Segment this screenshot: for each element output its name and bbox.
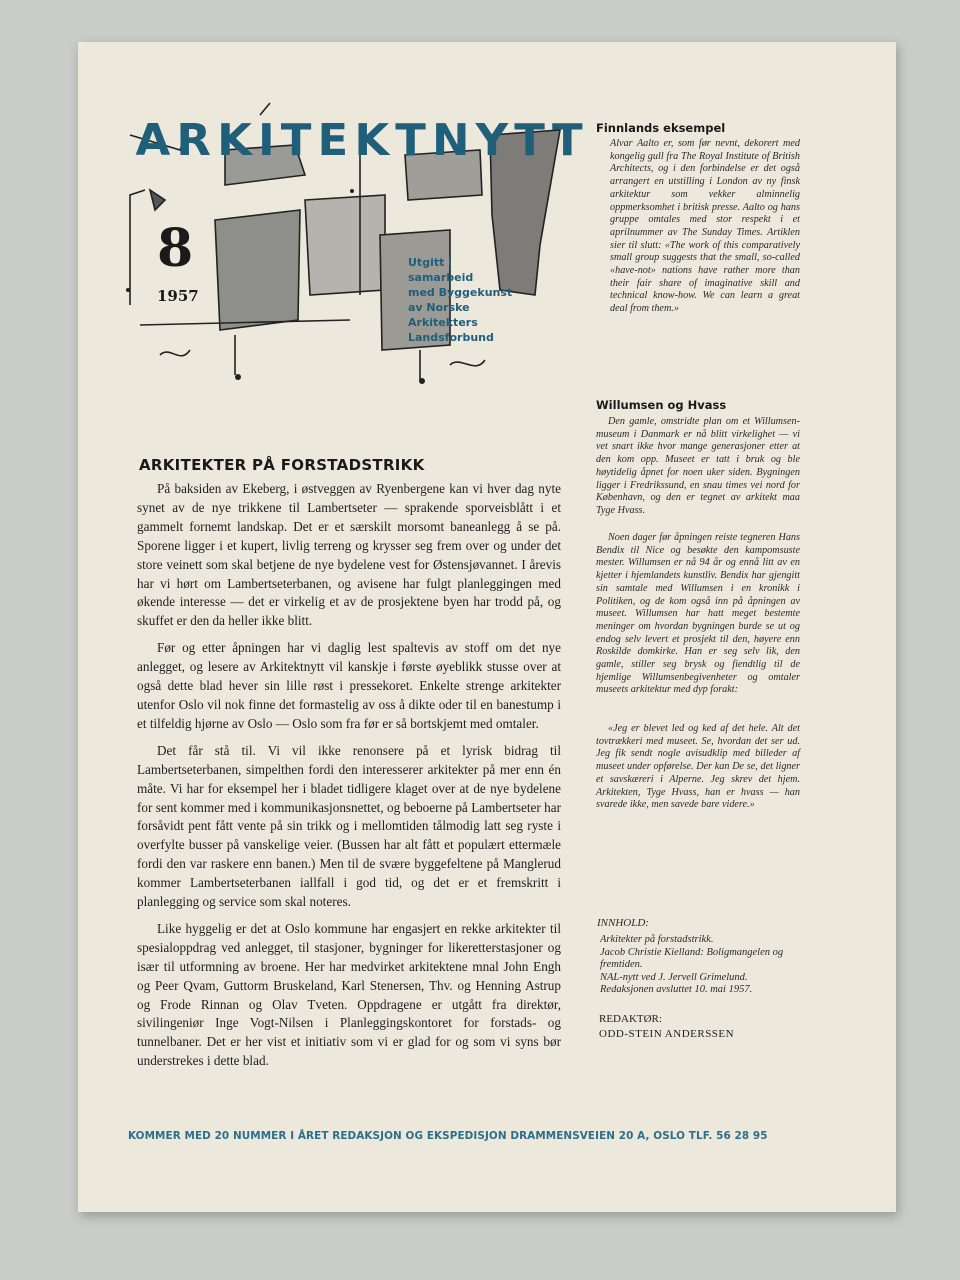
publisher-line: med Byggekunst	[408, 286, 513, 299]
finnland-text: Alvar Aalto er, som før nevnt, dekorert med kongelig gull fra The Royal Institute of British Architects, og i den forbindelse er det også arrangert en utstilling i London av ny finsk arkitektur som vekker alminnelig oppmerksomhet i britisk presse. Aalto og hans gruppe omtales med stor respekt i et aprilnummer av The Sunday Times. Artiklen sier til slutt: «The work of this comparatively small group suggests that the small, so-called «have-not» nations have rather more than their fair share of imaginative skill and technical know-how. We can learn a great deal from them.»	[610, 138, 800, 315]
article-paragraph: Like hyggelig er det at Oslo kommune har engasjert en rekke arkitekter til spesialoppdrag ved anlegget, til stasjoner, bygninger for likeretterstasjoner og især til utformning av broene. Her har medvirket arkitektene mnal John Engh og Peer Qvam, Guttorm Bruskeland, Karl Stenersen, Thv. og Henning Astrup og Frode Rinnan og Olav Tveten. Oppdragene er utgått fra direktør, sivilingeniør Inge Vogt-Nilsen i Planleggingskontoret for forstads- og tunnelbaner. Det er her vist et initiativ som vi er glad for og som vi syns bør understrekes i dette blad.	[137, 920, 561, 1069]
contents-list	[600, 934, 810, 997]
issue-number: 8	[157, 218, 194, 279]
publisher-note	[408, 255, 518, 345]
willumsen-text-1: Den gamle, omstridte plan om et Willumsen-museum i Danmark er nå blitt virkelighet — vi vet snart ikke hvor mange generasjoner etter at den kom opp. Museet er tatt i bruk og ble høytidelig åpnet for noen uker siden. Bygningen ligger i Fredrikssund, en snau times vei nord for København, og den er tegnet av arkitekt maa Tyge Hvass.	[596, 416, 800, 516]
publisher-line: Landsforbund	[408, 331, 494, 344]
article-heading: ARKITEKTER PÅ FORSTADSTRIKK	[139, 456, 425, 474]
article-paragraph: Før og etter åpningen har vi daglig lest spaltevis av stoff om det nye anlegget, og lesere av Arkitektnytt vil kanskje i første øyeblikk stusse over at også dette blad hever sin lille røst i pressekoret. Enkelte strenge arkitekter utenfor Oslo vil nok finne det formastelig av oss å dikte oder til en banestump i et tilfeldig hjørne av Oslo — Oslo som fra før er så bortskjemt med omtaler.	[137, 640, 561, 731]
contents-item: NAL-nytt ved J. Jervell Grimelund.	[600, 971, 748, 983]
willumsen-quote: «Jeg er blevet led og ked af det hele. Alt det tovtrækkeri med museet. Se, hvordan det ser ud. Jeg fik sendt nogle avisudklip med billeder af museet under opførelse. Der kan De se, det ligner et savskæreri i Alperne. Jeg skrev det hjem. Arkitekten, Tyge Hvass, han er hvass — han svarede ikke, men savede bare videre.»	[596, 723, 800, 811]
contents-item: Redaksjonen avsluttet 10. mai 1957.	[600, 984, 753, 996]
editor-label: REDAKTØR:	[599, 1013, 662, 1025]
article-paragraph: På baksiden av Ekeberg, i østveggen av Ryenbergene kan vi hver dag nyte synet av de nye trikkene til Lambertseter — sprakende sporveisblått i et gammelt fornemt landskap. Det er et særskilt morsomt baneanlegg å se på. Sporene ligger i et kupert, livlig terreng og krysser seg frem over og under det store veinett som skal betjene de nye bydelene vest for Østensjøvannet. I årevis har vi hørt om Lambertseterbanen, og avisene har fulgt planleggingen med økende interesse — det er virkelig et av de prosjektene byen har trodd på, og skuffet er den da heller ikke blitt.	[137, 481, 561, 629]
article-paragraph: Det får stå til. Vi vil ikke renonsere på et lyrisk bidrag til Lambertseterbanen, simpelthen fordi den interesserer arkitekter på mer enn én måte. Vi har for eksempel her i bladet tidligere klaget over at de nye bydelene for sent kommer med i kommunikasjonsnettet, og beboerne på Lambertseter har forsåvidt pent fått vente på sin trikk og i mellomtiden tålmodig latt seg ryste i overfylte busser på vanskelige veier. (Bussen har alt fått et populært ettermæle fordi den var raskere enn banen.) Men til de svære byggefeltene på Manglerud kommer Lambertseterbanen iallfall i god tid, og det er et fremskritt i planlegging og service som skal noteres.	[137, 742, 561, 910]
publisher-line: Arkitekters	[408, 316, 478, 329]
willumsen-text-2: Noen dager før åpningen reiste tegneren Hans Bendix til Nice og besøkte den kampomsuste mester. Willumsen er nå 94 år og ennå litt av en kjetter i hjemlandets kunstliv. Bendix har gjengitt sin samtale med Willumsen i en kronikk i Politiken, og de kom også inn på åpningen av museet. Willumsen har hatt meget bestemte meninger om hvordan bygningen burde se ut og endog selv levert et prosjekt til den, høyere enn Roskilde domkirke. Han er seg selv lik, den gamle, stiller seg brysk og fiendtlig til de hjemlige Willumsenbegivenheter og omtaler museets arkitektur med dyp forakt:	[596, 532, 800, 696]
contents-label: INNHOLD:	[597, 917, 649, 929]
masthead-title: ARKITEKTNYTT	[135, 115, 589, 166]
contents-item: Jacob Christie Kielland: Boligmangelen og fremtiden.	[600, 946, 784, 971]
issue-year: 1957	[157, 287, 199, 305]
contents-item: Arkitekter på forstadstrikk.	[600, 934, 714, 945]
publisher-line: av Norske	[408, 301, 470, 314]
footer-info: KOMMER MED 20 NUMMER I ÅRET REDAKSJON OG EKSPEDISJON DRAMMENSVEIEN 20 A, OSLO TLF. 56 28 95	[128, 1130, 768, 1142]
willumsen-heading: Willumsen og Hvass	[596, 398, 727, 412]
editor-name: ODD-STEIN ANDERSSEN	[599, 1028, 735, 1040]
finnland-heading: Finnlands eksempel	[596, 121, 726, 135]
publisher-line: Utgitt i	[408, 256, 452, 269]
article-body	[137, 480, 561, 1079]
publisher-line: samarbeid	[408, 271, 474, 284]
